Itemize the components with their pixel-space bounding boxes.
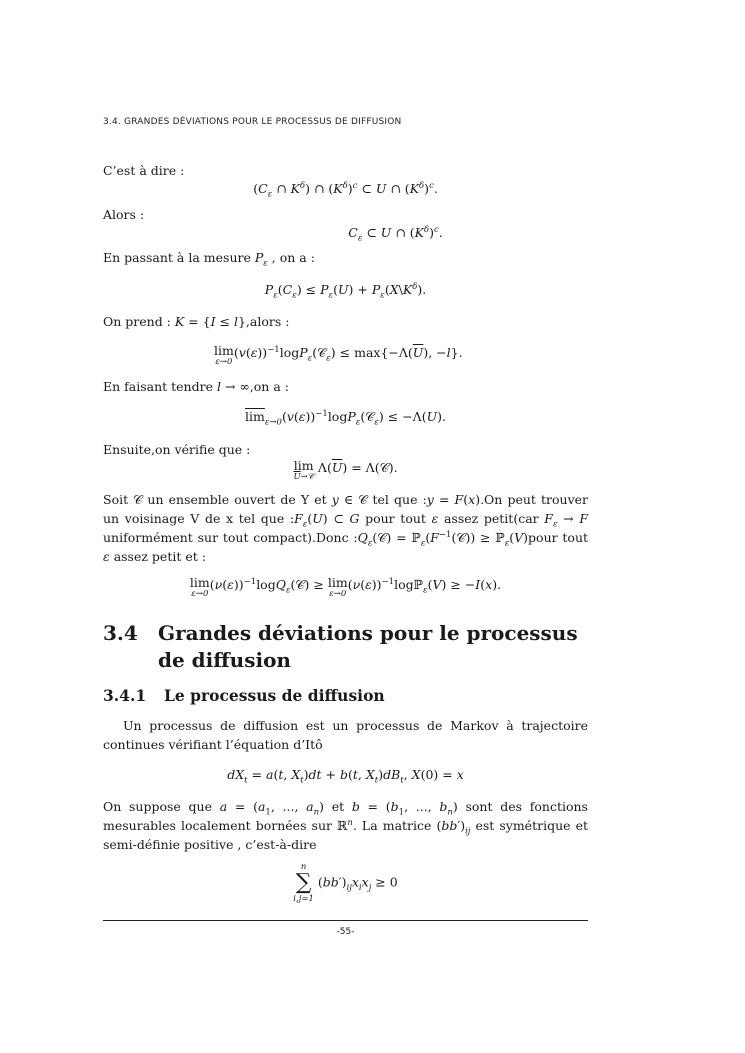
section-number: 3.4 <box>103 621 138 645</box>
equation-8: $dX_t = a(t$, $X_t)dt + b(t$, $X_t)dB_t$, X(0) = x <box>227 767 464 786</box>
equation-6: lim $\overline{U}\to 𝒞$ $\Lambda(\overline{U})$ = Λ(𝒞). <box>293 458 398 482</box>
paragraph-1: C’est à dire : <box>103 163 185 178</box>
equation-9: n ∑ i,j=1 $(bb')_{ij}x_ix_j \ge 0$ <box>293 862 398 904</box>
equation-4: lim ε→0 $(v(\varepsilon))^{-1}\log P_\varepsilon(𝒞_\varepsilon) \le \max\{-\Lambda(\overline{U})$, −l}. <box>214 343 463 367</box>
subsection-title: Le processus de diffusion <box>164 686 385 705</box>
equation-5: $\overline{lim}_{\varepsilon\to 0}(v(\varepsilon))^{-1}\log P_\varepsilon(𝒞_\varepsilon) \le -\Lambda(U)$. <box>245 408 446 428</box>
footer-rule <box>103 920 588 921</box>
equation-2: $C_\varepsilon$ ⊂ U ∩ $(K^\delta)^c$. <box>348 224 443 244</box>
paragraph-2: Alors : <box>103 207 145 222</box>
section-title: Grandes déviations pour le processus de diffusion <box>158 621 578 672</box>
paragraph-9: On suppose que $a = (a_1$, ..., $a_n$) et $b = (b_1$, ..., $b_n$) sont des fonctions mesurables localement bornées sur ℝ$^n$. La matrice $(bb')_{ij}$ est symétrique et semi-définie positive , c’est-à-dire <box>103 799 588 852</box>
equation-1: ($C_\varepsilon$ ∩ $K^\delta$) ∩ $(K^\delta)^c$ ⊂ U ∩ $(K^\delta)^c$. <box>253 180 438 200</box>
paragraph-4: On prend : K = {I ≤ l},alors : <box>103 314 290 329</box>
paragraph-7: Soit 𝒞 un ensemble ouvert de Y et y ∈ 𝒞 tel que :y = F(x).On peut trouver un voisinage V de x tel que $:F_\varepsilon(U)$ ⊂ G pour tout ε assez petit(car $F_\varepsilon \to F$ uniformément sur tout compact).Donc $:Q_\varepsilon(𝒞)$ = $ℙ_\varepsilon(F^{-1}(𝒞))$ ≥ ℙ$_\varepsilon$(V)pour tout ε assez petit et : <box>103 492 589 564</box>
paragraph-8: Un processus de diffusion est un processus de Markov à trajectoire continues vérifiant l’équation d’Itô <box>103 718 588 752</box>
page-number: -55- <box>336 927 355 937</box>
equation-7: lim ε→0 $(\nu(\varepsilon))^{-1}\log Q_\varepsilon(𝒞) \ge \lim$ ε→0 $(\nu(\varepsilon))^{-1}\log ℙ_\varepsilon(V) \ge -I(x)$. <box>189 575 502 599</box>
subsection-number: 3.4.1 <box>103 686 147 705</box>
paragraph-5: En faisant tendre l → ∞,on a : <box>103 379 289 394</box>
paragraph-6: Ensuite,on vérifie que : <box>103 442 251 457</box>
equation-3: $P_\varepsilon(C_\varepsilon) \le P_\varepsilon(U)$ + $P_\varepsilon(X\backslash K^\delta)$. <box>264 281 427 301</box>
running-head: 3.4. GRANDES DÉVIATIONS POUR LE PROCESSUS DE DIFFUSION <box>103 117 402 127</box>
paragraph-3: En passant à la mesure $P_\varepsilon$ , on a : <box>103 250 315 269</box>
